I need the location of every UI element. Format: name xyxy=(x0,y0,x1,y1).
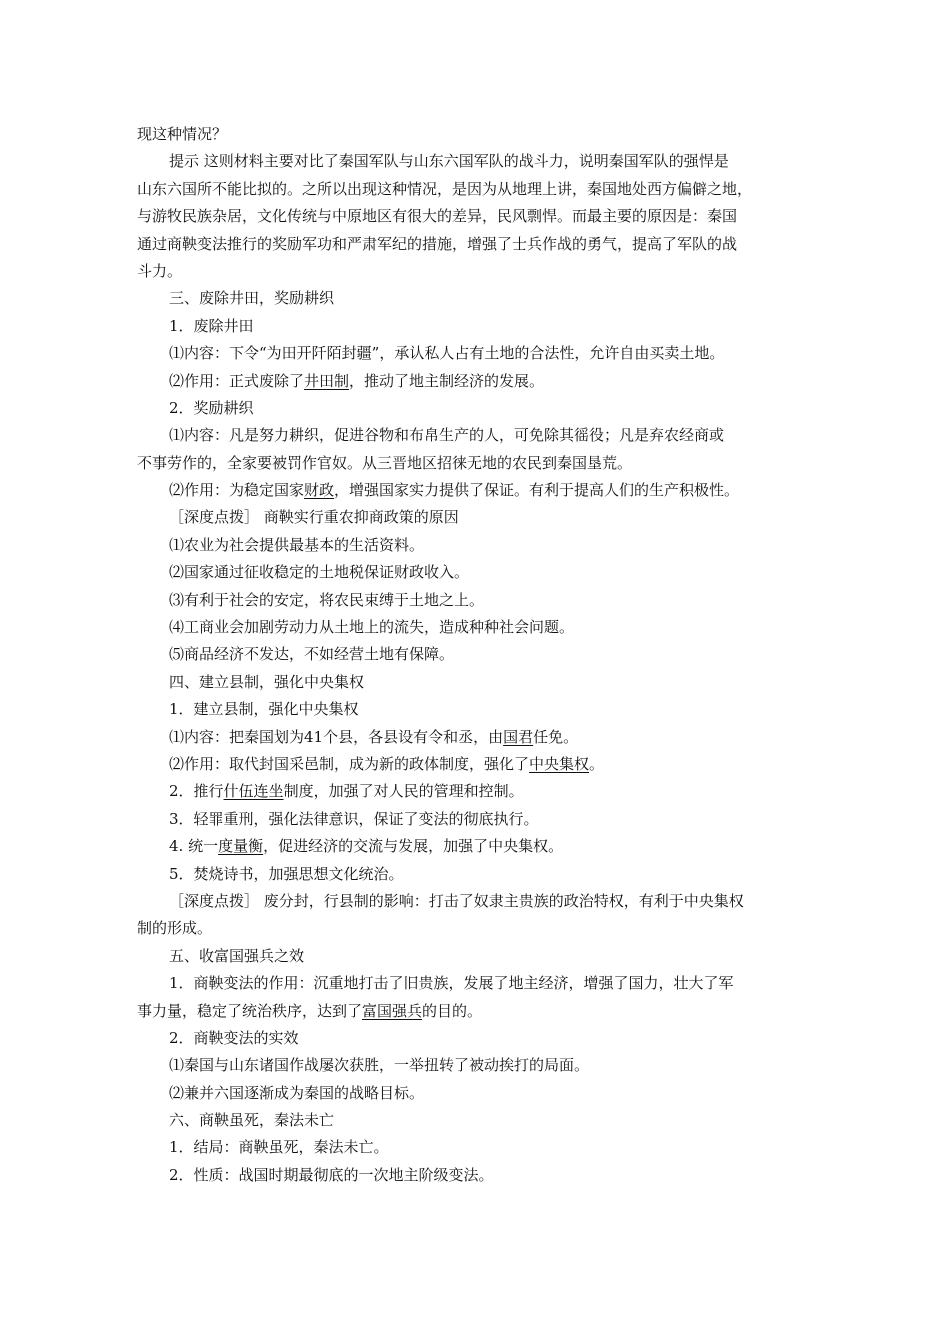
underlined-term: 中央集权 xyxy=(529,754,590,773)
text-segment: ⑴内容：把秦国划为41个县，各县设有令和丞，由 xyxy=(169,727,504,746)
text-segment: ⑵作用：取代封国采邑制，成为新的政体制度，强化了 xyxy=(169,754,530,773)
underlined-term: 井田制 xyxy=(304,371,350,390)
text-segment: 4. 统一 xyxy=(169,837,219,856)
text-segment: 2．推行 xyxy=(169,782,224,801)
text-segment: 1．建立县制，强化中央集权 xyxy=(169,700,359,719)
text-segment: 3．轻罪重刑，强化法律意识，保证了变法的彻底执行。 xyxy=(169,809,539,828)
text-line xyxy=(137,532,817,559)
text-segment: 四、建立县制，强化中央集权 xyxy=(169,672,365,691)
text-line xyxy=(137,504,817,531)
text-line xyxy=(137,450,817,477)
text-line xyxy=(137,915,817,942)
text-segment: ⑷工商业会加剧劳动力从土地上的流失，造成种种社会问题。 xyxy=(169,618,575,637)
text-segment: ⑵作用：正式废除了 xyxy=(169,371,305,390)
text-segment: 提示 这则材料主要对比了秦国军队与山东六国军队的战斗力，说明秦国军队的强悍是 xyxy=(169,152,729,171)
text-segment: 任免。 xyxy=(533,727,579,746)
text-segment: ⑴秦国与山东诸国作战屡次获胜，一举扭转了被动挨打的局面。 xyxy=(169,1056,590,1075)
text-line xyxy=(137,1052,817,1079)
text-segment: 五、收富国强兵之效 xyxy=(169,946,305,965)
text-segment: ，增强国家实力提供了保证。有利于提高人们的生产积极性。 xyxy=(334,481,740,500)
text-line xyxy=(137,998,817,1025)
text-line xyxy=(137,368,817,395)
text-line xyxy=(137,1025,817,1052)
text-line xyxy=(137,231,817,258)
text-segment: ⑸商品经济不发达，不如经营土地有保障。 xyxy=(169,645,455,664)
text-segment: 六、商鞅虽死，秦法未亡 xyxy=(169,1111,335,1130)
text-segment: 与游牧民族杂居，文化传统与中原地区有很大的差异，民风剽悍。而最主要的原因是：秦国 xyxy=(137,207,738,226)
text-segment: ⑵国家通过征收稳定的土地税保证财政收入。 xyxy=(169,563,470,582)
text-line xyxy=(137,641,817,668)
text-segment: 事力量，稳定了统治秩序，达到了 xyxy=(137,1001,363,1020)
document-body xyxy=(137,121,817,1189)
text-segment: 制的形成。 xyxy=(137,919,213,938)
text-line xyxy=(137,861,817,888)
text-line xyxy=(137,559,817,586)
text-segment: 不事劳作的，全家要被罚作官奴。从三晋地区招徕无地的农民到秦国垦荒。 xyxy=(137,453,633,472)
text-segment: 2．奖励耕织 xyxy=(169,398,254,417)
text-line xyxy=(137,148,817,175)
text-segment: 。 xyxy=(589,754,605,773)
text-segment: ，推动了地主制经济的发展。 xyxy=(349,371,545,390)
text-segment: 2．性质：战国时期最彻底的一次地主阶级变法。 xyxy=(169,1165,494,1184)
text-line xyxy=(137,1107,817,1134)
text-line xyxy=(137,1080,817,1107)
underlined-term: 度量衡 xyxy=(218,837,264,856)
text-segment: 山东六国所不能比拟的。之所以出现这种情况，是因为从地理上讲，秦国地处西方偏僻之地， xyxy=(137,179,753,198)
text-segment: ［深度点拨］ 废分封，行县制的影响：打击了奴隶主贵族的政治特权，有利于中央集权 xyxy=(169,891,744,910)
text-line xyxy=(137,724,817,751)
underlined-term: 财政 xyxy=(304,481,335,500)
text-segment: ⑵作用：为稳定国家 xyxy=(169,481,305,500)
text-line xyxy=(137,340,817,367)
text-line xyxy=(137,422,817,449)
text-line xyxy=(137,258,817,285)
text-segment: 1．结局：商鞅虽死，秦法未亡。 xyxy=(169,1138,389,1157)
text-line xyxy=(137,833,817,860)
text-line xyxy=(137,176,817,203)
text-line xyxy=(137,970,817,997)
text-line xyxy=(137,285,817,312)
text-segment: ⑴内容：凡是努力耕织，促进谷物和布帛生产的人，可免除其徭役；凡是弃农经商或 xyxy=(169,426,725,445)
text-segment: 通过商鞅变法推行的奖励军功和严肃军纪的措施，增强了士兵作战的勇气，提高了军队的战 xyxy=(137,234,738,253)
text-line xyxy=(137,477,817,504)
underlined-term: 什伍连坐 xyxy=(223,782,284,801)
text-segment: ⑶有利于社会的安定，将农民束缚于土地之上。 xyxy=(169,590,485,609)
text-segment: 2．商鞅变法的实效 xyxy=(169,1028,299,1047)
text-line xyxy=(137,696,817,723)
text-segment: 三、废除井田，奖励耕织 xyxy=(169,289,335,308)
text-line xyxy=(137,751,817,778)
text-line xyxy=(137,313,817,340)
text-segment: ［深度点拨］ 商鞅实行重农抑商政策的原因 xyxy=(169,508,459,527)
text-segment: 1．废除井田 xyxy=(169,316,254,335)
text-segment: 5．焚烧诗书，加强思想文化统治。 xyxy=(169,864,404,883)
text-line xyxy=(137,806,817,833)
text-line xyxy=(137,614,817,641)
text-line xyxy=(137,1162,817,1189)
text-segment: 制度，加强了对人民的管理和控制。 xyxy=(283,782,524,801)
text-line xyxy=(137,121,817,148)
text-segment: ⑴农业为社会提供最基本的生活资料。 xyxy=(169,535,425,554)
text-line xyxy=(137,203,817,230)
underlined-term: 国君 xyxy=(503,727,534,746)
text-line xyxy=(137,943,817,970)
text-segment: ，促进经济的交流与发展，加强了中央集权。 xyxy=(263,837,564,856)
text-segment: 的目的。 xyxy=(422,1001,483,1020)
text-line xyxy=(137,1134,817,1161)
text-segment: ⑴内容：下令“为田开阡陌封疆”，承认私人占有土地的合法性，允许自由买卖土地。 xyxy=(169,344,725,363)
text-line xyxy=(137,395,817,422)
text-line xyxy=(137,778,817,805)
text-segment: ⑵兼并六国逐渐成为秦国的战略目标。 xyxy=(169,1083,425,1102)
text-segment: 斗力。 xyxy=(137,261,183,280)
text-segment: 1．商鞅变法的作用：沉重地打击了旧贵族，发展了地主经济，增强了国力，壮大了军 xyxy=(169,974,734,993)
text-line xyxy=(137,669,817,696)
text-line xyxy=(137,888,817,915)
text-segment: 现这种情况？ xyxy=(137,125,228,143)
text-line xyxy=(137,587,817,614)
underlined-term: 富国强兵 xyxy=(362,1001,423,1020)
